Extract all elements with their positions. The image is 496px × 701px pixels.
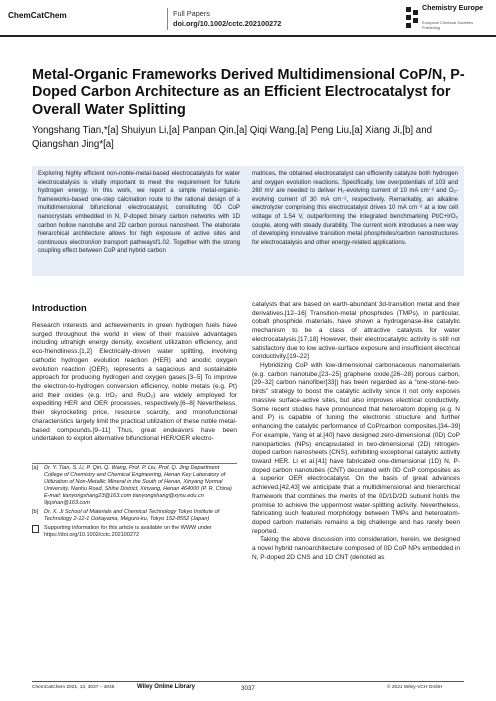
footer-rule (32, 681, 464, 682)
section-heading-introduction: Introduction (32, 302, 87, 313)
header-divider (167, 8, 168, 30)
affiliation-a (32, 465, 237, 507)
article-title: Metal-Organic Frameworks Derived Multidimensional CoP/N, P-Doped Carbon Architecture as an Efficient Electrocatalyst for Overall Water Splitting (32, 67, 465, 118)
doi-link[interactable]: doi.org/10.1002/cctc.202100272 (173, 19, 282, 28)
abstract-left-column: Exploring highly efficient non-noble-metal-based electrocatalysts for water electrocatalysis is vitally important to meet the requirement for future hydrogen energy. In this work, we report a simple metal-organic-frameworks-based one-step calcination route to the rational design of a multidimensional bifunctional electrocatalyst, constituting 0D CoP nanocrystals embedded in N, P-doped binary carbon networks with 1D carbon hollow nanotube and 2D carbon porous nanosheet. The elaborate hierarchical architecture allows for high exposure of active sites and continuous electron/ion transport pathwaysf1.02. Together with the strong coupling effect between CoP and hybrid carbon (38, 170, 240, 255)
affiliation-b (32, 509, 237, 523)
publisher-tagline: European Chemical Societies Publishing (422, 20, 474, 30)
affiliation-text: Dr. X. Ji School of Materials and Chemical Technology Tokyo Institute of Technology 2-12-1 Ookayama, Meguro-ku, Tokyo 152-8552 (Japan) (44, 509, 220, 522)
journal-name: ChemCatChem (8, 11, 67, 20)
section-label: Full Papers (173, 9, 210, 18)
abstract-right-column: matrices, the obtained electrocatalyst can efficiently catalyze both hydrogen and oxygen evolution reactions. Specifically, low overpotentials of 103 and 260 mV are needed to deliver H₂-evolving current of 10 mA cm⁻² and O₂-evolving current of 30 mA cm⁻², respectively. Remarkably, an alkaline electrolyzer comprising this electrocatalyst drives 10 mA cm⁻² at a low cell voltage of 1.54 V, outperforming the integrated benchmarking Pt/C+IrO₂ couple, along with steady durability. The current work introduces a new way of developing innovative transition metal phosphides/carbon nanostructures for electrocatalysis and other energy-related applications. (252, 170, 458, 246)
affiliation-text: Dr. Y. Tian, S. Li, P. Qin, Q. Wang, Prof. P. Liu, Prof. Q. Jing Department College of Chemistry and Chemical Engineering, Henan Key Laboratory of Utilization of Non-Metallic Mineral in the South of Henan, Xinyang Normal University, Nanhu Road, Shihe District, Xinyang, Henan 464000 (P. R. China) E-mail: tianyongshang23@163.com tianyongshang@xynu.edu.cn 9jqshan@163.com (44, 465, 232, 506)
page-number: 3037 (241, 685, 255, 692)
supporting-info-icon (32, 525, 44, 539)
body-paragraph: catalysts that are based on earth-abundant 3d-transition metal and their derivatives.[12–16] Transition-metal phosphides (TMPs), in particular, cobalt phosphide materials, have shown a hydrogenase-like catalytic mechanism to be a class of attractive catalysts for water electrocatalysis.[17,18] However, their electrocatalytic activity is still not satisfactory due to low active-surface exposure and insufficient electrical conductivity.[19–22] (252, 301, 460, 361)
body-left-column (32, 322, 237, 444)
affiliation-label: [b] (32, 509, 39, 515)
supporting-info (32, 525, 237, 539)
body-paragraph: Hybridizing CoP with low-dimensional carbonaceous nanomaterials (e.g. carbon nanotube,[23–25] graphene oxide,[26–28] porous carbon,[29–32] carbon nanofiber[33]) has been regarded as a “one-stone-two-birds” strategy to boost the catalytic activity since it not only exposes massive surface-active sites, but also improves electrical conductivity. Some recent studies have pronounced that heteroatom doping (e.g. N and P) is capable of tuning the electronic structure and further enhancing the catalytic performance of CoP/carbon composites.[34–39] For example, Yang et al.[40] have designed zero-dimensional (0D) CoP nanoparticles (NPs) encapsulated in two-dimensional (2D) nitrogen-doped carbon nanosheets (CNS), exhibiting exceptional catalytic activity toward HER. Li et al.[41] have fabricated one-dimensional (1D) N, P-doped carbon nanotubes (CNT) decorated with 0D CoP composites as a superior OER electrocatalyst. On the basis of great advances achieved,[42,43] we anticipate that a multidimensional and hierarchical framework that combines the merits of the 0D/1D/2D subunit holds the promise to achieve the uppermost water-splitting activity. Nevertheless, fabricating such featured morphology between TMPs and heteroatom-doped carbon materials remains a big challenge and has rarely been reported. (252, 362, 460, 535)
author-list: Yongshang Tian,*[a] Shuiyun Li,[a] Panpan Qin,[a] Qiqi Wang,[a] Peng Liu,[a] Xiang Ji,[b] and Qiangshan Jing*[a] (32, 125, 432, 150)
affiliation-rule (32, 463, 237, 464)
footer-citation: ChemCatChem 2021, 13, 3037 – 3045 (32, 685, 115, 690)
copyright-notice: © 2021 Wiley-VCH GmbH (387, 685, 443, 690)
header-rule (0, 35, 496, 37)
affiliation-label: [a] (32, 465, 39, 471)
body-right-column (252, 301, 460, 563)
chemistry-europe-logo-icon (405, 6, 419, 30)
body-paragraph: Taking the above discussion into consideration, herein, we designed a novel hybrid nanoarchitecture composed of 0D CoP NPs embedded in N, P-doped 2D CNS and 1D CNT (denoted as (252, 536, 460, 561)
supporting-info-text[interactable]: Supporting information for this article is available on the WWW under https://doi.org/10.1002/cctc.202100272 (44, 525, 212, 538)
affiliations (32, 465, 237, 539)
wiley-online-library-link[interactable]: Wiley Online Library (137, 684, 195, 690)
publisher-name: Chemistry Europe (422, 4, 484, 12)
body-paragraph: Research interests and achievements in green hydrogen fuels have surged throughout the world in view of their massive advantages including ultrahigh energy density, excellent utilization efficiency, and eco-friendliness.[1,2] Electrically-driven water splitting, involving cathodic hydrogen evolution reaction (HER) and anodic oxygen evolution reaction (OER), represents a sagacious and sustainable approach for producing hydrogen and oxygen gases.[3–5] To improve the electron-to-hydrogen conversion efficiency, noble metals (e.g. Pt) and their oxides (e.g. IrO₂ and RuO₂) are widely employed for expediting HER and OER processes, respectively.[6–8] Nevertheless, their skyrocketing price, resource scarcity, and monofunctional characteristics largely limit the practical utilization of these noble metal-based compounds.[9–11] Thus, great endeavors have been undertaken to exploit alternative bifunctional HER/OER electro- (32, 322, 237, 443)
